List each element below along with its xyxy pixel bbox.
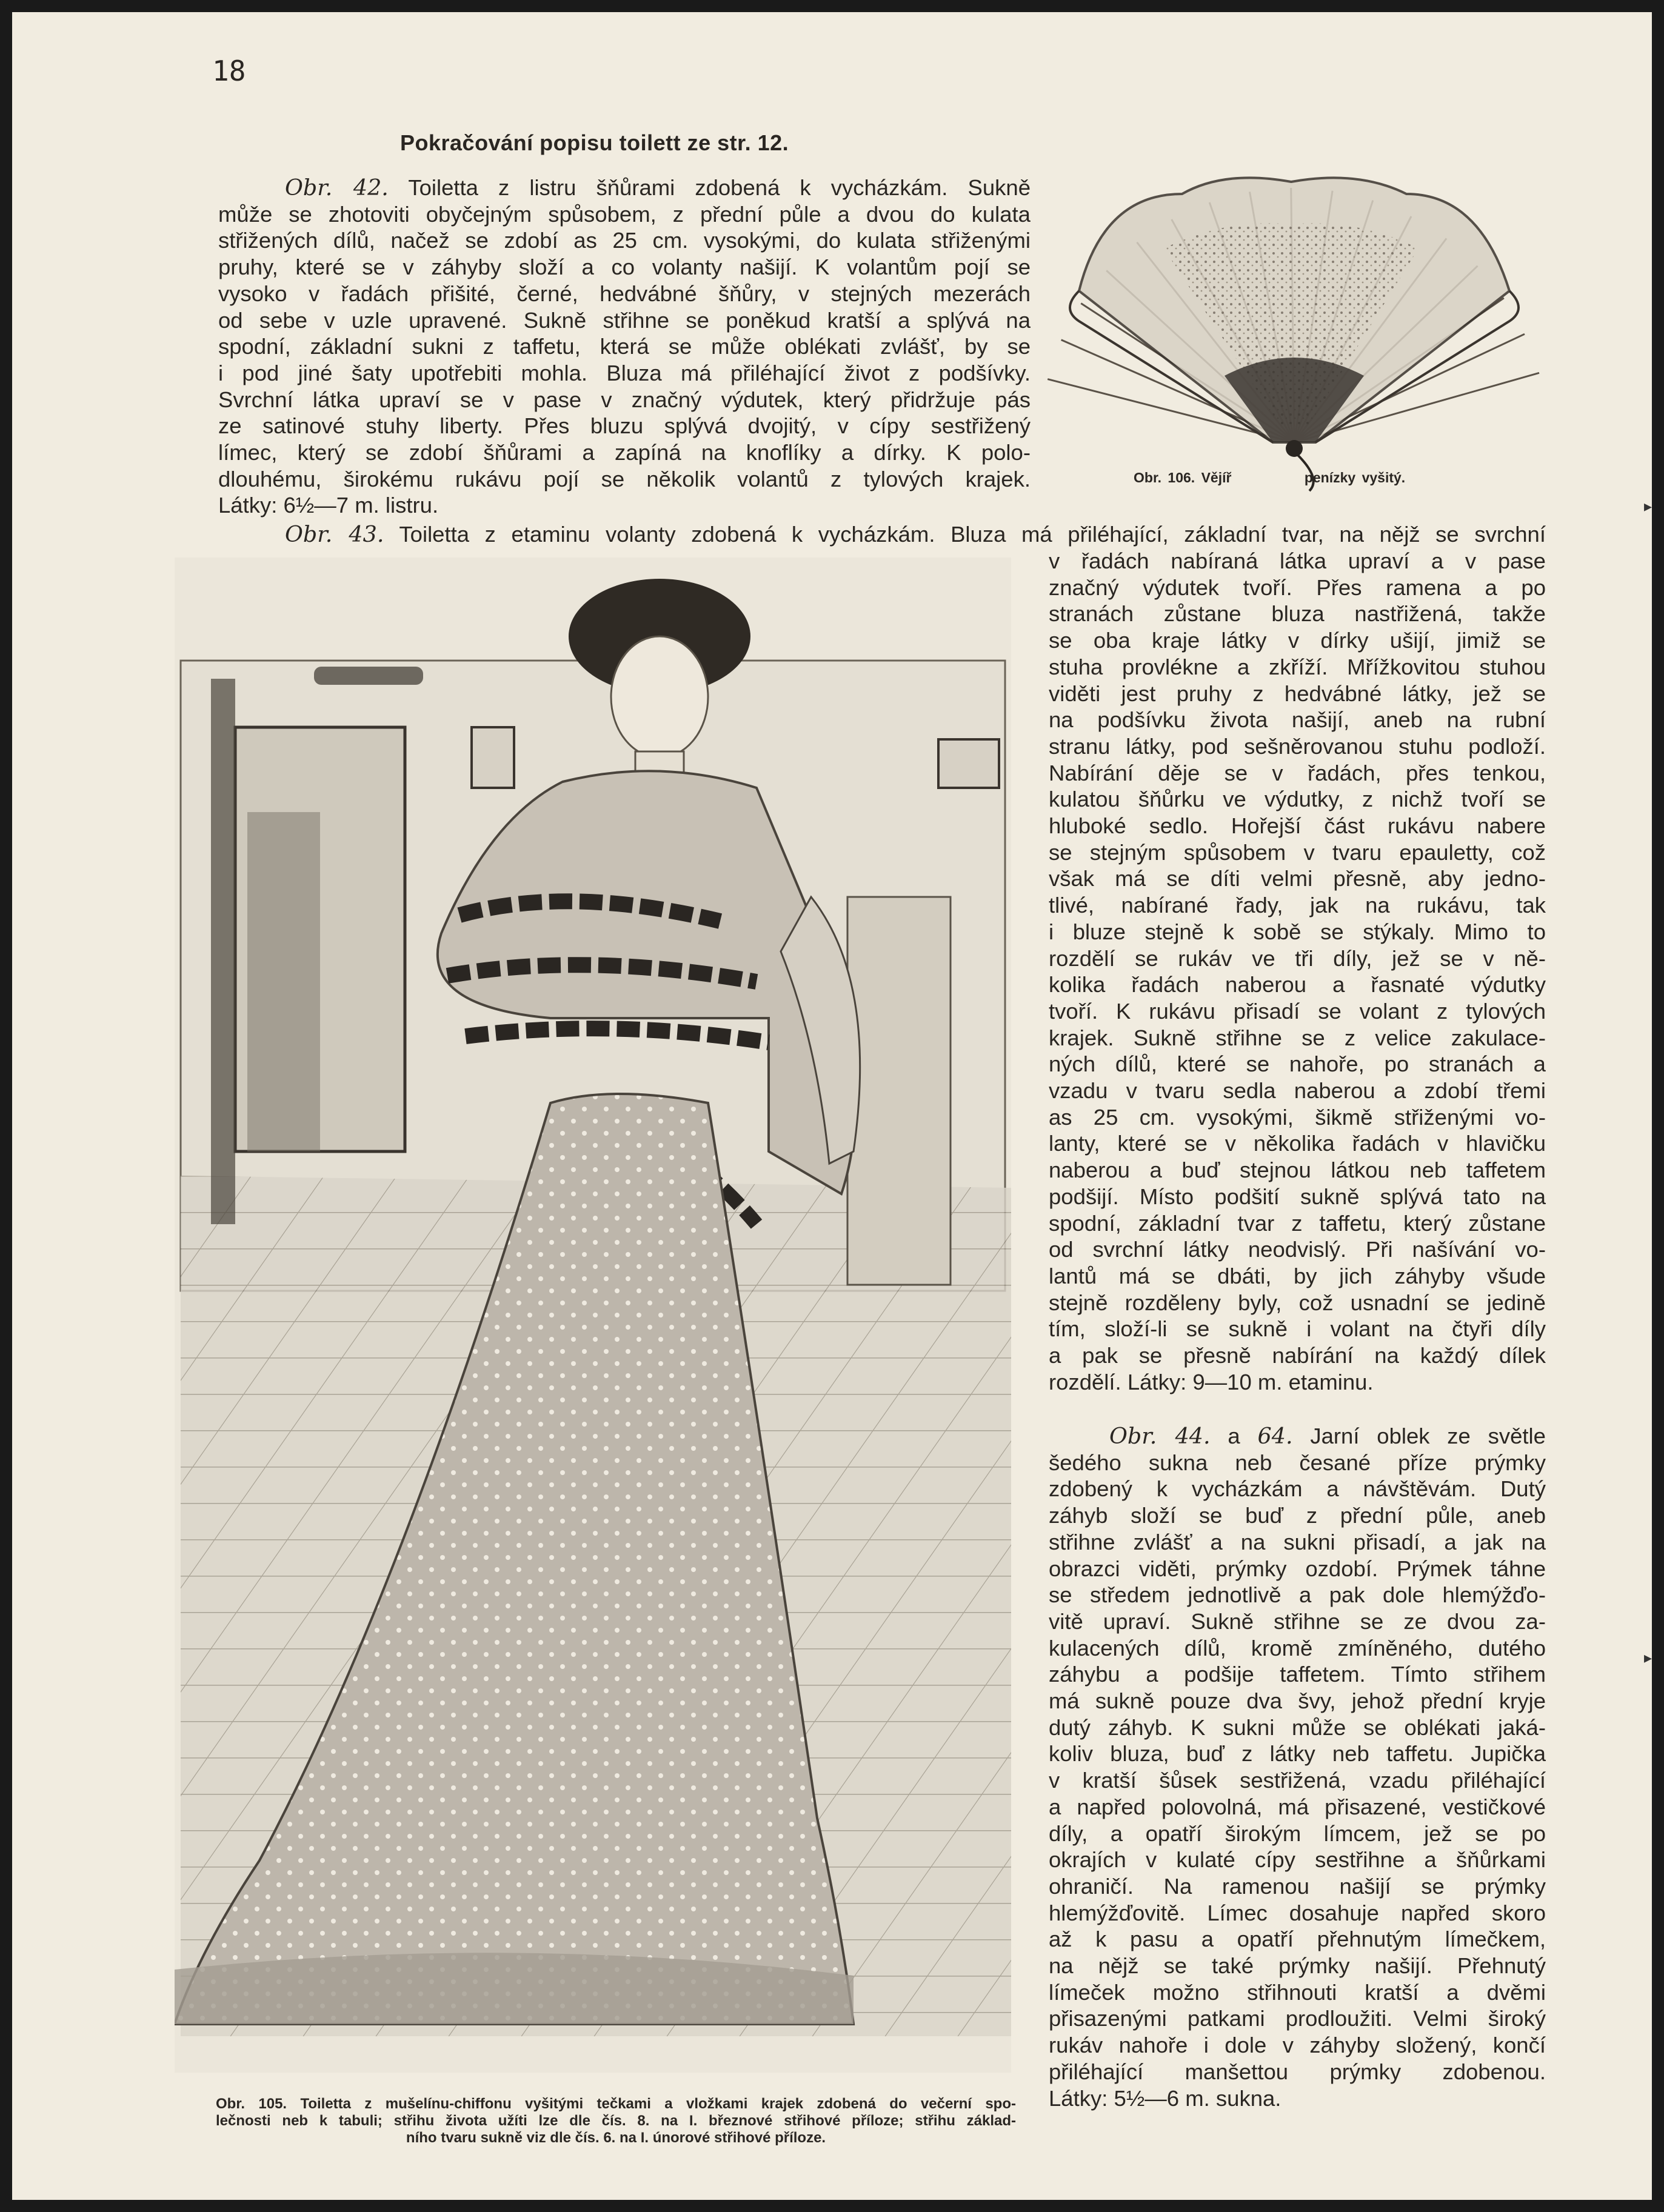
text-line: rukáv nahoře i dole v záhyby složený, končí xyxy=(1049,2033,1546,2058)
text-line: šedého sukna neb česané příze prýmky xyxy=(1049,1450,1546,1475)
obr44-lines xyxy=(1049,1450,1546,2112)
obr43-column xyxy=(1049,548,1546,1396)
fan-caption xyxy=(1134,470,1497,486)
obr44-paragraph xyxy=(1049,1423,1546,2111)
text-line: značný výdutek tvoří. Přes ramena a po xyxy=(1049,575,1546,600)
text-line: střižených dílů, načež se zdobí as 25 cm. vysokými, do kulata střiženými xyxy=(218,228,1031,253)
text-line: obrazci viděti, prýmky ozdobí. Prýmek táhne xyxy=(1049,1556,1546,1581)
text-line: Toiletta z etaminu volanty zdobená k vycházkám. Bluza má přiléhající, základní tvar, na nějž se svrchní xyxy=(399,522,1546,547)
fan-illustration xyxy=(1043,158,1540,497)
text-line: přiléhající manšettou prýmky zdobenou. xyxy=(1049,2059,1546,2084)
text-line: záhyb složí se buď z přední půle, aneb xyxy=(1049,1503,1546,1528)
fan-caption-word1: Vějíř xyxy=(1201,470,1232,485)
obr42-lines xyxy=(218,201,1031,519)
edge-mark: ▸ xyxy=(1643,1648,1652,1667)
text-line: ohraničí. Na ramenou našijí se prýmky xyxy=(1049,1873,1546,1899)
text-line: se stejným spůsobem v tvaru epauletty, což xyxy=(1049,839,1546,865)
text-line: vitě upraví. Sukně střihne se ze dvou za- xyxy=(1049,1608,1546,1634)
text-line: Látky: 5½—6 m. sukna. xyxy=(1049,2085,1281,2111)
text-line: kulatou šňůrku ve výdutky, z nichž tvoří se xyxy=(1049,787,1546,812)
obr44-ref2: 64. xyxy=(1257,1423,1293,1449)
continuation-title: Pokračování popisu toilett ze str. 12. xyxy=(400,130,789,155)
obr42-first-line xyxy=(218,175,1031,201)
text-line: střihne zvlášť a na sukni přisadí, a jak na xyxy=(1049,1529,1546,1554)
figure-caption xyxy=(216,2096,1016,2147)
obr43-first-line xyxy=(285,521,1546,548)
text-line: hlemýžďovitě. Límec dosahuje napřed skoro xyxy=(1049,1900,1546,1925)
text-line: však má se díti velmi přesně, aby jedno- xyxy=(1049,866,1546,891)
text-line: až k pasu a opatří přehnutým límečkem, xyxy=(1049,1927,1546,1952)
text-line: as 25 cm. vysokými, šikmě střiženými vo- xyxy=(1049,1104,1546,1130)
text-line: tím, složí-li se sukně i volant na čtyři díly xyxy=(1049,1316,1546,1342)
obr44-joiner: a xyxy=(1228,1424,1240,1448)
obr42-paragraph xyxy=(218,175,1031,519)
text-line: kolika řadách naberou a řasnaté výdutky xyxy=(1049,972,1546,998)
text-line: od sebe v uzle upravené. Sukně střihne se poněkud kratší a splývá na xyxy=(218,307,1031,333)
text-line: rozdělí se rukáv ve tři díly, jež se v ně- xyxy=(1049,945,1546,971)
text-line: koliv bluza, buď z látky neb taffetu. Jupička xyxy=(1049,1741,1546,1767)
obr42-ref: Obr. 42. xyxy=(285,175,389,201)
text-line: lantů má se dbáti, by jich záhyby všude xyxy=(1049,1263,1546,1288)
caption-line: lečnosti neb k tabuli; střihu života užíti lze dle čís. 8. na I. březnové střihové příloze; střihu základ- xyxy=(216,2113,1016,2129)
text-line: má sukně pouze dva švy, jehož přední kryje xyxy=(1049,1688,1546,1714)
text-line: dutý záhyb. K sukni může se oblékati jaká- xyxy=(1049,1714,1546,1740)
text-line: a pak se přesně nabírání na každý dílek xyxy=(1049,1343,1546,1368)
text-line: naberou a buď stejnou látkou neb taffetem xyxy=(1049,1158,1546,1183)
text-line: Jarní oblek ze světle xyxy=(1310,1424,1546,1448)
text-line: i bluze stejně k sobě se stýkaly. Mimo to xyxy=(1049,919,1546,944)
text-line: se oba kraje látky v dírky ušijí, jimiž se xyxy=(1049,628,1546,653)
text-line: vzadu v tvaru sedla naberou a zdobí třemi xyxy=(1049,1078,1546,1104)
obr44-ref: Obr. 44. xyxy=(1109,1423,1211,1449)
text-line: stuha provlékne a zkříží. Mřížkovitou stuhou xyxy=(1049,654,1546,679)
text-line: lanty, které se v několika řadách v hlavičku xyxy=(1049,1131,1546,1156)
text-line: límeček možno střihnouti kratší a dvěmi xyxy=(1049,1979,1546,2005)
text-line: rozdělí. Látky: 9—10 m. etaminu. xyxy=(1049,1369,1374,1394)
text-line: v řadách nabíraná látka upraví a v pase xyxy=(1049,548,1546,573)
text-line: záhybu a podšije taffetem. Tímto střihem xyxy=(1049,1662,1546,1687)
text-line: stejně rozděleny byly, což usnadní se jedině xyxy=(1049,1290,1546,1315)
text-line: vysoko v řadách přišité, černé, hedvábné šňůry, v stejných mezerách xyxy=(218,281,1031,306)
fan-caption-number: Obr. 106. xyxy=(1134,470,1195,485)
obr44-first-line xyxy=(1049,1423,1546,1450)
text-line: stranách zůstane bluza nastřižená, takže xyxy=(1049,601,1546,627)
text-line: límec, který se zdobí šňůrami a zapíná na knoflíky a dírky. K polo- xyxy=(218,440,1031,465)
text-line: ných dílů, které se nahoře, po stranách a xyxy=(1049,1051,1546,1077)
text-line: tlivé, nabírané řady, jak na rukávu, tak xyxy=(1049,893,1546,918)
text-line: díly, a opatří širokým límcem, jež se po xyxy=(1049,1821,1546,1846)
text-line: Toiletta z listru šňůrami zdobená k vycházkám. Sukně xyxy=(408,175,1031,200)
text-line: hluboké sedlo. Hořejší část rukávu nabere xyxy=(1049,813,1546,839)
text-line: viděti jest pruhy z hedvábné látky, jež se xyxy=(1049,681,1546,706)
text-line: zdobený k vycházkám a návštěvám. Dutý xyxy=(1049,1476,1546,1502)
text-line: Svrchní látka upraví se v pase v značný výdutek, který přidržuje pás xyxy=(218,387,1031,412)
text-line: pruhy, které se v záhyby složí a co volanty našijí. K volantům pojí se xyxy=(218,255,1031,280)
text-line: krajek. Sukně střihne se z velice zakulace- xyxy=(1049,1025,1546,1050)
text-line: kulacených dílů, kromě zmíněného, dutého xyxy=(1049,1635,1546,1661)
text-line: ze satinové stuhy liberty. Přes bluzu splývá dvojitý, v cípy sestřižený xyxy=(218,413,1031,439)
text-line: a napřed polovolná, má přisazené, vestičkové xyxy=(1049,1794,1546,1819)
text-line: tvoří. K rukávu přisadí se volant z tylových xyxy=(1049,998,1546,1024)
text-line: spodní, základní tvar z taffetu, který zůstane xyxy=(1049,1210,1546,1236)
caption-line: Obr. 105. Toiletta z mušelínu-chiffonu vyšitými tečkami a vložkami krajek zdobená do večerní spo- xyxy=(216,2096,1016,2112)
text-line: Látky: 6½—7 m. listru. xyxy=(218,493,439,518)
text-line: může se zhotoviti obyčejným spůsobem, z přední půle a dvou do kulata xyxy=(218,201,1031,227)
magazine-page xyxy=(12,12,1652,2200)
caption-line: ního tvaru sukně viz dle čís. 6. na I. únorové střihové příloze. xyxy=(406,2130,826,2146)
text-line: dlouhému, širokému rukávu pojí se několik volantů z tylových krajek. xyxy=(218,466,1031,491)
text-line: spodní, základní sukni z taffetu, která se může oblékati zvlášť, by se xyxy=(218,334,1031,359)
fan-caption-word2: penízky vyšitý. xyxy=(1304,470,1406,485)
text-line: od svrchní látky neodvislý. Při našívání vo- xyxy=(1049,1237,1546,1262)
fashion-illustration xyxy=(175,558,1011,2073)
text-line: podšijí. Místo podšití sukně splývá tato na xyxy=(1049,1184,1546,1209)
text-line: stranu látky, pod sešněrovanou stuhu podloží. xyxy=(1049,733,1546,759)
text-line: přisazenými patkami prodloužiti. Velmi široký xyxy=(1049,2006,1546,2031)
text-line: Nabírání děje se v řadách, přes tenkou, xyxy=(1049,760,1546,785)
text-line: na podšívku života našijí, aneb na rubní xyxy=(1049,707,1546,733)
text-line: okrajích v kulaté cípy sestřihne a šňůrkami xyxy=(1049,1847,1546,1873)
text-line: i pod jiné šaty upotřebiti mohla. Bluza má přiléhající život z podšívky. xyxy=(218,360,1031,385)
text-line: se středem jednotlivě a pak dole hlemýžďo- xyxy=(1049,1582,1546,1608)
obr43-ref: Obr. 43. xyxy=(285,521,384,547)
edge-mark: ▸ xyxy=(1643,497,1652,515)
text-line: v kratší šůsek sestřižená, vzadu přiléhající xyxy=(1049,1768,1546,1793)
text-line: na nějž se také prýmky našijí. Přehnutý xyxy=(1049,1953,1546,1979)
page-number: 18 xyxy=(212,55,246,87)
